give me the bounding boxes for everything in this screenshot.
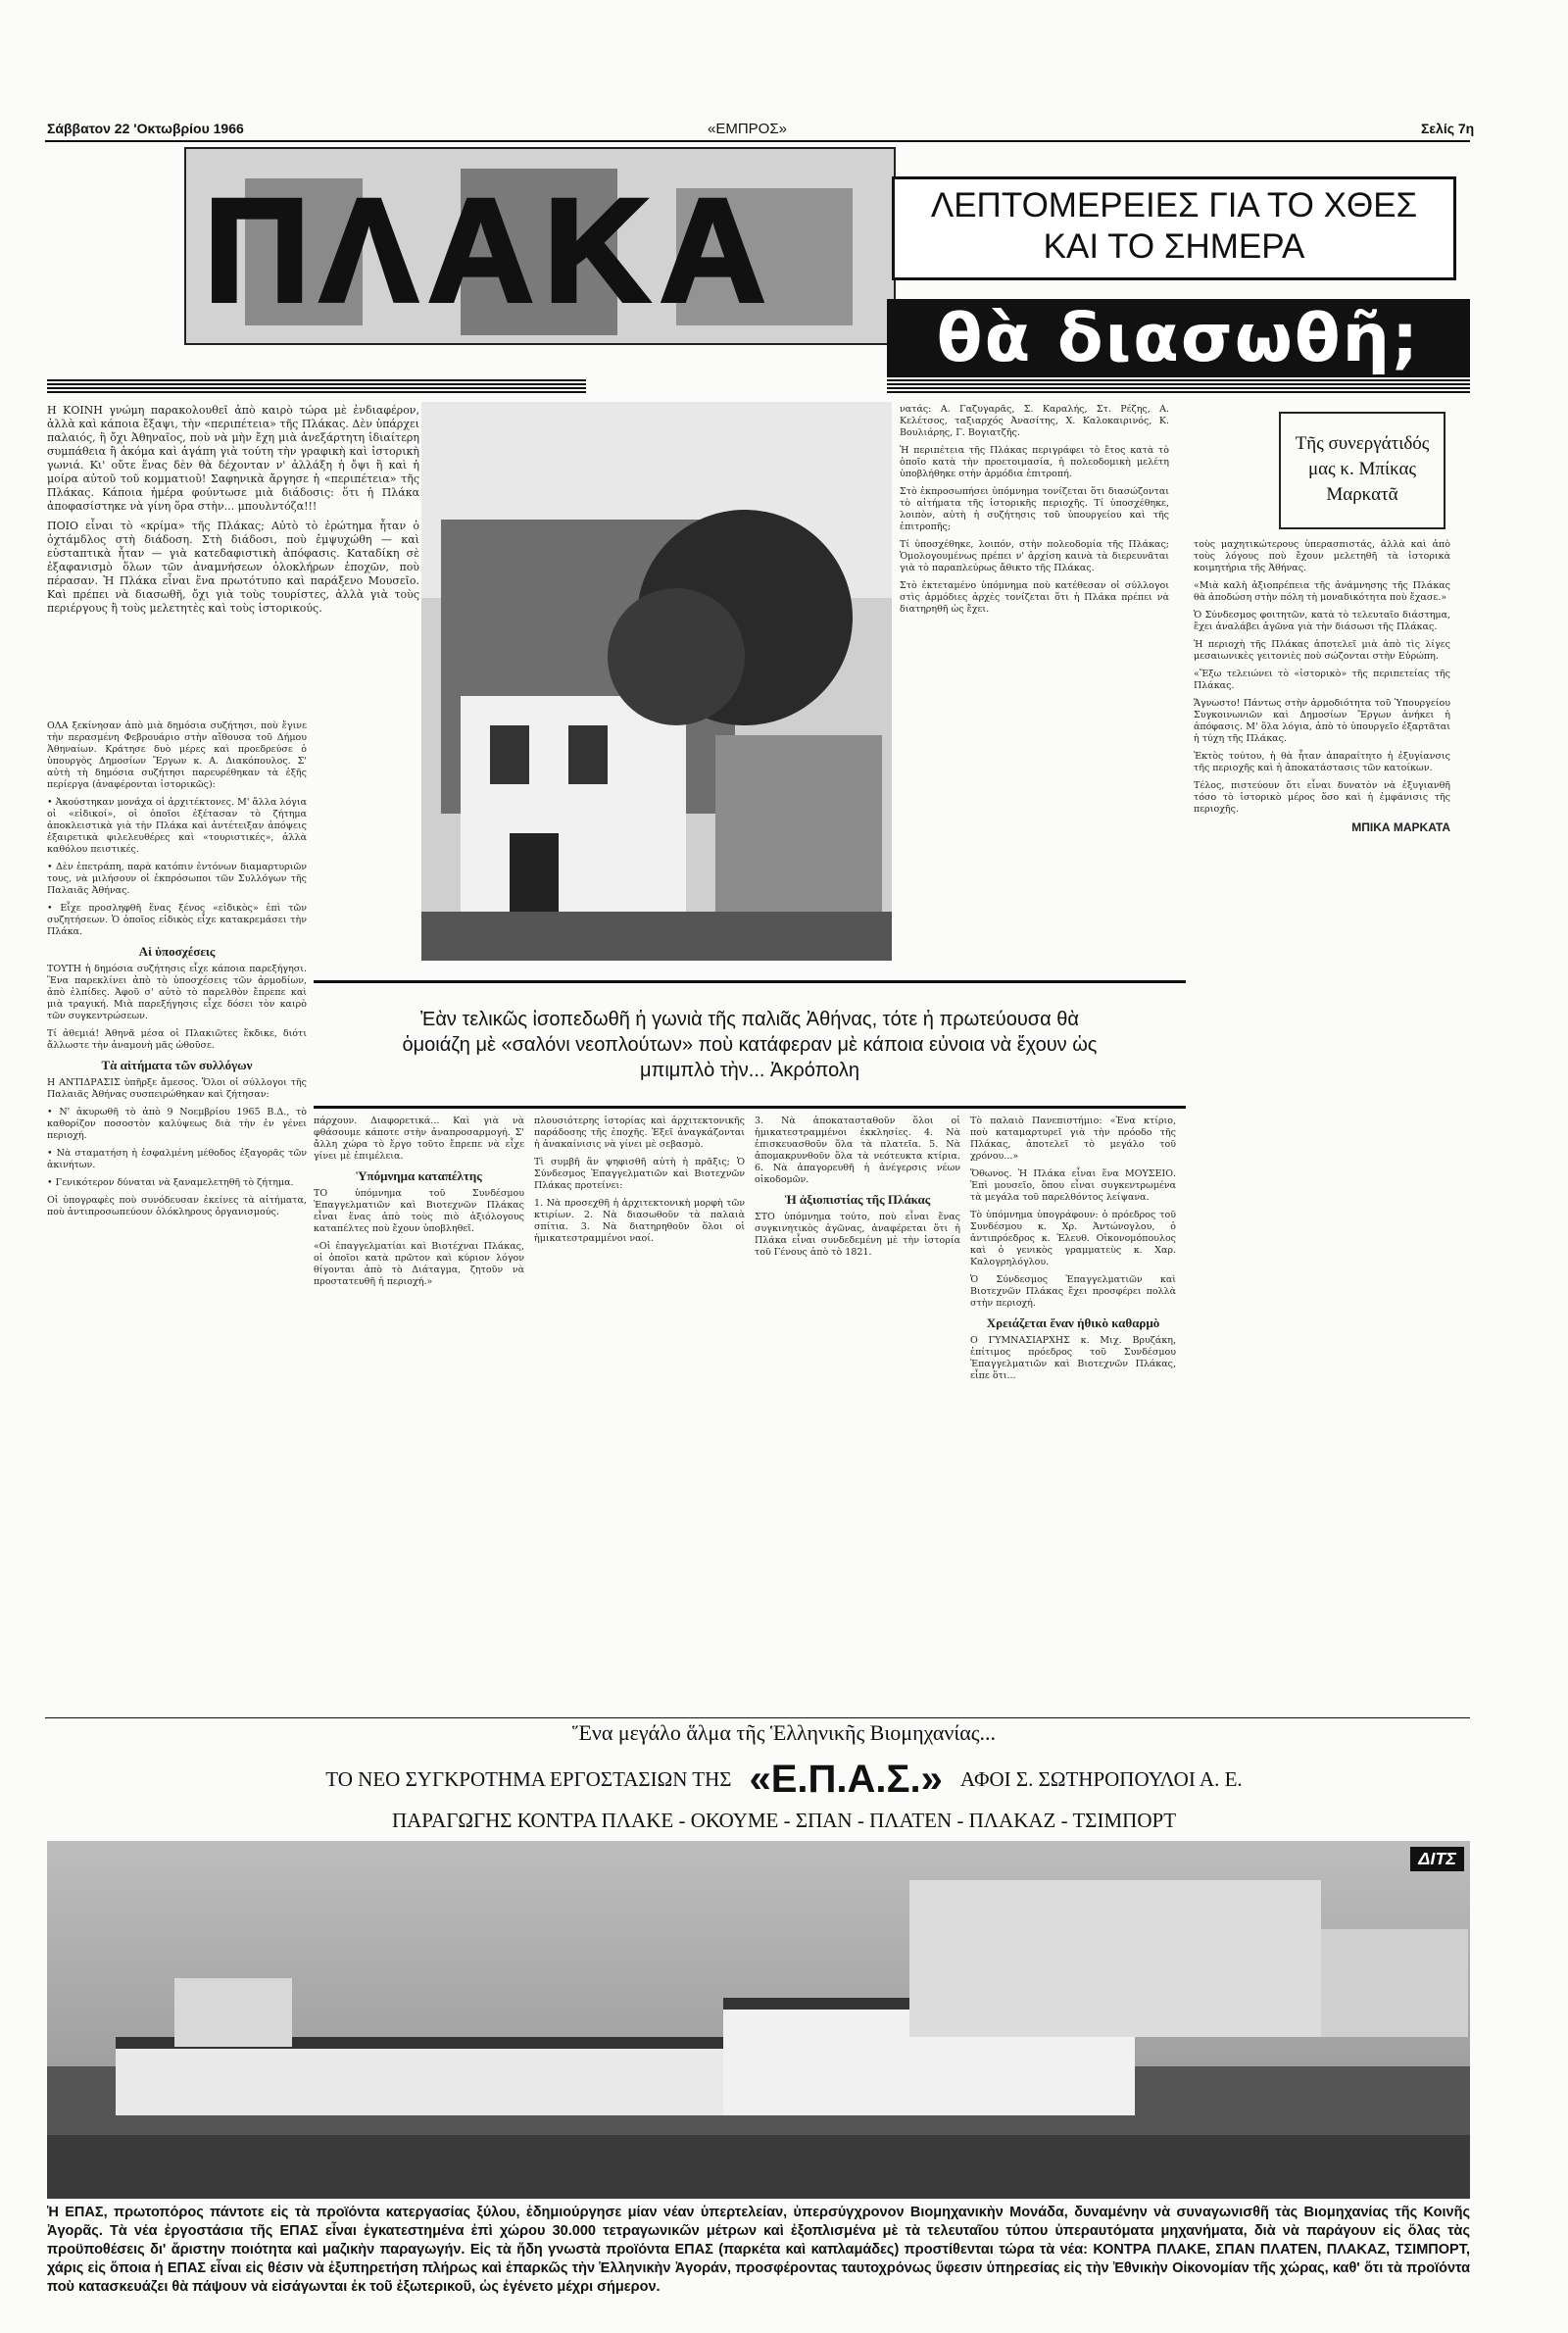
left-bullet-2: • Δὲν ἐπετράπη, παρὰ κατόπιν ἐντόνων διαμαρτυριῶν τους, νὰ μιλήσουν οἱ ἐκπρόσωποι τῶν Συλλόγων τῆς Παλαιᾶς Ἀθήνας. bbox=[47, 862, 307, 896]
subheading-value: Ἡ ἀξιοπιστίας τῆς Πλάκας bbox=[784, 1192, 931, 1207]
left-column bbox=[47, 720, 307, 1711]
lower-a-paragraph-1: πάρχουν. Διαφορετικά... Καὶ γιὰ νὰ φθάσουμε κάποτε στὴν ἀναπροσαρμογή. Σ' ἄλλη χώρα τὸ ἔργο τοῦτο ἔπρεπε νὰ εἶχε γίνει μὲ ἐπιμέλεια. bbox=[314, 1116, 524, 1162]
lower-d-paragraph-3: Τὸ ὑπόμνημα ὑπογράφουν: ὁ πρόεδρος τοῦ Συνδέσμου κ. Χρ. Ἀντώνογλου, ὁ ἀντιπρόεδρος κ. Ἐλευθ. Οἰκονομόπουλος καὶ ὁ γενικὸς γραμματεὺς κ. Χαρ. Καλογρηλόγλου. bbox=[970, 1210, 1176, 1267]
right-signature: ΜΠΙΚΑ ΜΑΡΚΑΤΑ bbox=[1351, 820, 1450, 834]
header-paper: «ΕΜΠΡΟΣ» bbox=[708, 121, 787, 137]
plaka-photo bbox=[421, 402, 892, 961]
left-stripes bbox=[47, 379, 586, 393]
banner-stripes bbox=[887, 379, 1470, 393]
left-paragraph-4: Η ΑΝΤΙΔΡΑΣΙΣ ὑπῆρξε ἄμεσος. Ὅλοι οἱ σύλλογοι τῆς Παλαιᾶς Ἀθήνας συσπειρώθηκαν καὶ ζήτησαν: bbox=[47, 1077, 307, 1100]
lower-b-paragraph-1: πλουσιότερης ἱστορίας καὶ ἀρχιτεκτονικῆς παράδοσης τῆς ἐποχῆς. Ἐξεῖ ἀναγκάζονται ἡ ἀνακαίνισις νὰ γίνει μὲ σεβασμὸ. bbox=[534, 1116, 745, 1150]
ad-footer-text: Ἡ ΕΠΑΣ, πρωτοπόρος πάντοτε εἰς τὰ προϊόντα κατεργασίας ξύλου, ἐδημιούργησε μίαν νέαν ὑπερτελείαν, ὑπερσύγχρονον Βιομηχανικὴν Μονάδα, δυναμένην νὰ συναγωνισθῆ τὰς Βιομηχανίας τῆς Κοινῆς Ἀγορᾶς. Τὰ νέα ἐργοστάσια τῆς ΕΠΑΣ εἶναι ἐγκατεστημένα ἐπὶ χώρου 30.000 τετραγωνικῶν μέτρων καὶ ἐξοπλισμένα μὲ τὰ τελευταῖου τύπου ὑπεραυτόματα μηχανήματα, διὰ νὰ παράγουν εἰς ὅλας τὰς προϋποθέσεις δι' ἄριστην ποιότητα καὶ μαζικὴν παραγωγήν. Εἰς τὰ ἤδη γνωστὰ προϊόντα ΕΠΑΣ (παρκέτα καὶ καπλαμάδες) προστίθενται τώρα τὰ νέα: ΚΟΝΤΡΑ ΠΛΑΚΕ, ΣΠΑΝ ΠΛΑΤΕΝ, ΠΛΑΚΑΖ, ΤΣΙΜΠΟΡΤ, χάρις εἰς ὅποια ἡ ΕΠΑΣ εἶναι εἰς θέσιν νὰ ἐξυπηρετήση πλήρως καὶ ἐπαρκῶς τὴν Ἑλληνικὴν Ἀγοράν, προσφέροντας ταυτοχρόνως ὕφεσιν ὑπηρεσίας εἰς τὴν Ἐθνικὴν Οἰκονομίαν τῆς χώρας, καθ' ὅτι τὰ προϊόντα ποὺ κατασκευάζει θὰ πάψουν νὰ εἰσάγωνται ἐκ τοῦ ἐξωτερικοῦ, ὡς ἐγένετο μέχρι σήμερον. bbox=[47, 2205, 1470, 2295]
ad-line-1: Ἕνα μεγάλο ἅλμα τῆς Ἑλληνικῆς Βιομηχανίας... bbox=[572, 1720, 996, 1745]
right-paragraph-4: Ἡ περιοχὴ τῆς Πλάκας ἀποτελεῖ μιὰ ἀπὸ τὶς λίγες μεσαιωνικὲς γειτονιὲς ποὺ σώζονται στὴν Εὐρώπη. bbox=[1194, 639, 1450, 662]
lower-column-a bbox=[314, 1116, 524, 1709]
left-demand-3: • Γενικότερον δύναται νὰ ξαναμελετηθῆ τὸ ζήτημα. bbox=[47, 1177, 294, 1188]
header-page: Σελίς 7η bbox=[1421, 121, 1475, 136]
left-paragraph-3: Τί ἀθεμιά! Ἀθηνᾶ μέσα οἱ Πλακιῶτες ἔκδικε, διότι ἄλλωστε τὴν ἀναμονὴ μᾶς ὠθοῦσε. bbox=[47, 1028, 307, 1051]
title-block bbox=[184, 147, 896, 345]
mid-paragraph-3: Στὸ ἐκπροσωπήσει ὑπόμνημα τονίζεται ὅτι διασώζονται τὸ αἰτήματα τῆς ἱστορικῆς περιοχῆς. Τί ὑποσχέθηκε, λοιπὸν, αὐτὴ ἡ συζήτησις τοῦ ὑπουργείου καὶ τῆς ἐπιτροπῆς; bbox=[900, 486, 1169, 532]
right-paragraph-2: «Μιὰ καλὴ ἀξιοπρέπεια τῆς ἀνάμνησης τῆς Πλάκας θὰ ἀποδώση στὴν πόλη τὴ μοναδικότητα ποὺ ἔχασε.» bbox=[1194, 580, 1450, 603]
details-heading: ΛΕΠΤΟΜΕΡΕΙΕΣ ΓΙΑ ΤΟ ΧΘΕΣ ΚΑΙ ΤΟ ΣΗΜΕΡΑ bbox=[930, 186, 1418, 266]
left-bullet-3: • Εἶχε προσληφθῆ ἕνας ξένος «εἰδικὸς» ἐπὶ τῶν συζητήσεων. Ὁ ὁποῖος εἰδικὸς εἶχε κατακρεμάσει τὴν Πλάκα. bbox=[47, 903, 307, 937]
left-paragraph-5: Οἱ ὑπογραφὲς ποὺ συνόδευσαν ἐκείνες τὰ αἰτήματα, ποὺ ἀντιπροσωπεύουν ὁλόκληρους ὀργανισμούς. bbox=[47, 1195, 307, 1217]
pull-quote-box bbox=[314, 980, 1186, 1109]
ad-line-3: ΠΑΡΑΓΩΓΗΣ ΚΟΝΤΡΑ ΠΛΑΚΕ - ΟΚΟΥΜΕ - ΣΠΑΝ - ΠΛΑΤΕΝ - ΠΛΑΚΑΖ - ΤΣΙΜΠΟΡΤ bbox=[391, 1809, 1177, 1832]
lower-a-paragraph-3: «Οἱ ἐπαγγελματίαι καὶ Βιοτέχναι Πλάκας, οἱ ὁποῖοι κατὰ πρῶτον καὶ κύριον λόγον θίγονται ἀπὸ τὸ Διάταγμα, ζητοῦν νὰ προστατευθῆ ἡ περιοχή.» bbox=[314, 1241, 524, 1287]
right-paragraph-6: Ἄγνωστο! Πάντως στὴν ἀρμοδιότητα τοῦ Ὑπουργείου Συγκοινωνιῶν καὶ Δημοσίων Ἔργων ἀνήκει ἡ ἀπόφασις. Μ' ὅλα λόγια, ἀπὸ τὸ ὑπουργεῖο ἐξαρτᾶται ἡ τύχη τῆς Πλάκας. bbox=[1194, 698, 1450, 744]
mid-paragraph-5: Στὸ ἐκτεταμένο ὑπόμνημα ποὺ κατέθεσαν οἱ σύλλογοι στὶς ἁρμόδιες ἀρχὲς τονίζεται ὅτι ἡ Πλάκα πρέπει νὰ διατηρηθῆ ὡς ἔχει. bbox=[900, 580, 1169, 615]
header-rule bbox=[45, 140, 1470, 142]
byline: Τῆς συνεργάτιδός μας κ. Μπίκας Μαρκατᾶ bbox=[1295, 433, 1430, 505]
photo-tag: ΔΙΤΣ bbox=[1410, 1847, 1464, 1871]
ad-line-2-b: ΑΦΟΙ Σ. ΣΩΤΗΡΟΠΟΥΛΟΙ Α. Ε. bbox=[959, 1766, 1243, 1791]
subheading-demands: Τὰ αἰτήματα τῶν συλλόγων bbox=[101, 1058, 253, 1072]
mid-paragraph-4: Τί ὑποσχέθηκε, λοιπόν, στὴν πολεοδομία τῆς Πλάκας; Ὁμολογουμένως πρέπει ν' ἀρχίση καινὰ τὰ διερευνᾶται γιὰ τὸ παραπλεύρως ἄθικτο τῆς Πλάκας. bbox=[900, 539, 1169, 573]
plaka-photo-image bbox=[421, 402, 892, 961]
lower-d-paragraph-5: Ο ΓΥΜΝΑΣΙΑΡΧΗΣ κ. Μιχ. Βρυζάκη, ἐπίτιμος πρόεδρος τοῦ Συνδέσμου Ἐπαγγελματιῶν καὶ Βιοτεχνῶν Πλάκας, εἶπε ὅτι... bbox=[970, 1335, 1176, 1381]
left-paragraph-1: ΟΛΑ ξεκίνησαν ἀπὸ μιὰ δημόσια συζήτησι, ποὺ ἔγινε τὴν περασμένη Φεβρουάριο στὴν αἴθουσα τοῦ Δήμου Ἀθηναίων. Κράτησε δυὸ μέρες καὶ προεδρεύσε ὁ ὑπουργὸς Δημοσίων Ἔργων κ. Α. Διακόπουλος. Σ' αὐτὴ τὴ δημόσια συζήτησι παρευρέθηκαν τὰ ἑξῆς περίεργα (ἀναφέρονται ἱστορικῶς): bbox=[47, 720, 307, 790]
right-paragraph-8: Τέλος, πιστεύουν ὅτι εἶναι δυνατὸν νὰ ἐξυγιανθῆ τόσο τὸ ἱστορικὸ μέρος ὅσο καὶ ἡ ἐμφάνισις τῆς περιοχῆς. bbox=[1194, 780, 1450, 815]
ad-line-2 bbox=[196, 1755, 1372, 1804]
left-paragraph-2: ΤΟΥΤΗ ἡ δημόσια συζήτησις εἶχε κάποια παρεξήγησι. Ἕνα παρεκλίνει ἀπὸ τὸ ὑποσχέσεις τῶν ἁρμοδίων, ἀπὸ ἐλπίδες. Ἀφοῦ σ' αὐτὸ τὸ παρελθὸν ἔπρεπε καὶ μιὰ τραγική. Μιὰ παρεξήγησις εἶχε δόσει τὸν καιρὸ τῶν συγκεντρώσεων. bbox=[47, 964, 307, 1021]
pull-quote: Ἐὰν τελικῶς ἰσοπεδωθῆ ἡ γωνιὰ τῆς παλιᾶς Ἀθήνας, τότε ἡ πρωτεύουσα θὰ ὁμοιάζη μὲ «σαλόνι νεοπλούτων» ποὺ κατάφεραν μὲ κάποια εὐνοια νὰ ἔχουν ὡς μπιμπλὸ τὴν... Ἀκρόπολη bbox=[402, 1008, 1098, 1081]
mid-paragraph-1: νατάς: Α. Γαζυγαρᾶς, Σ. Καραλής, Στ. Ρέζης, Α. Κελέτσος, ταξιαρχός Ἀνασίτης, Χ. Καλοκαιρινός, Κ. Βουλιάρης, Γ. Βογιατζῆς. bbox=[900, 404, 1169, 438]
lower-column-c bbox=[755, 1116, 960, 1709]
title-banner bbox=[887, 299, 1470, 377]
right-paragraph-7: Ἐκτὸς τούτου, ἡ θὰ ἦταν ἀπαραίτητο ἡ ἐξυγίανσις τῆς περιοχῆς καὶ ἡ ἀποκατάστασις τῶν κατοίκων. bbox=[1194, 751, 1450, 773]
left-demand-1: • Ν' ἀκυρωθῆ τὸ ἀπὸ 9 Νοεμβρίου 1965 Β.Δ., τὸ καθορίζον ποσοστὸν καλύψεως διὰ τὴν ἐν γένει περιοχή. bbox=[47, 1107, 307, 1141]
factory-photo-image bbox=[47, 1841, 1470, 2199]
intro-paragraph-2: ΠΟΙΟ εἶναι τὸ «κρίμα» τῆς Πλάκας; Αὐτὸ τὸ ἐρώτημα ἦταν ὁ ὀχτάμδλος στὴ διάδοση. Στὴ διάδοσι, ποὺ ἐμψυχώθη — καὶ εὐσταπτικὰ ἦταν — γιὰ κατεδαφιστικὴ ἀπόφασις. Καταδίκη σὲ ἐξαφανισμὸ ὅλων τῶν ἀναμνήσεων ὁλοκλήρων ἐποχῶν, ποὺ πέρασαν. Ἡ Πλάκα εἶναι ἕνα πρωτότυπο καὶ παράξενο Μουσεῖο. Καὶ πρέπει νὰ διασωθῆ, ὄχι γιὰ τοὺς τουρίστες, ἀλλὰ γιὰ τοὺς περιέργους ἢ τοὺς μελετητὲς καὶ τοὺς ἱστορικούς. bbox=[47, 520, 419, 615]
banner-text: θὰ διασωθῆ; bbox=[936, 299, 1421, 377]
right-column bbox=[1194, 539, 1450, 1676]
left-demand-2: • Νὰ σταματήση ἡ ἐσφαλμένη μέθοδος ἐξαγορᾶς τῶν ἀκινήτων. bbox=[47, 1148, 307, 1170]
mid-column bbox=[900, 404, 1169, 961]
right-paragraph-1: τοὺς μαχητικώτερους ὑπερασπιστάς, ἀλλὰ καὶ ἀπὸ τοὺς λόγους ποὺ ἔχουν μελετηθῆ τὰ ἱστορικὰ κοιμητήρια τῆς Ἀθήνας. bbox=[1194, 539, 1450, 573]
lower-d-paragraph-2: Ὅθωνος. Ἡ Πλάκα εἶναι ἕνα ΜΟΥΣΕΙΟ. Ἐπὶ μουσεῖο, ὅπου εἶναι συγκεντρωμένα τὰ μεγάλα τοῦ παρελθόντος λείψανα. bbox=[970, 1168, 1176, 1203]
lower-a-paragraph-2: ΤΟ ὑπόμνημα τοῦ Συνδέσμου Ἐπαγγελματιῶν καὶ Βιοτεχνῶν Πλάκας εἶναι ἕνας ἀπὸ τοὺς πιὸ ἀξιόλογους καταπέλτες ποὺ ἔχουν ὑποβληθεῖ. bbox=[314, 1188, 524, 1234]
lower-b-paragraph-2: Τὶ συμβῆ ἂν ψηφισθῆ αὐτὴ ἡ πρᾶξις; Ὁ Σύνδεσμος Ἐπαγγελματιῶν καὶ Βιοτεχνῶν Πλάκας προτείνει: bbox=[534, 1157, 745, 1191]
intro-text bbox=[47, 404, 419, 718]
lower-c-paragraph-2: ΣΤΟ ὑπόμνημα τούτο, ποὺ εἶναι ἕνας συγκινητικὸς ἀγῶνας, ἀναφέρεται ὅτι ἡ Πλάκα εἶναι συνδεδεμένη μὲ τὴν ἱστορία τοῦ Γένους ἀπὸ τὸ 1821. bbox=[755, 1212, 960, 1258]
details-box bbox=[892, 176, 1456, 280]
subheading-memorandum: Ὑπόμνημα καταπέλτης bbox=[356, 1168, 482, 1183]
header-date: Σάββατον 22 'Οκτωβρίου 1966 bbox=[47, 121, 244, 136]
byline-box bbox=[1279, 412, 1446, 529]
subheading-promises: Αἱ ὑποσχέσεις bbox=[138, 944, 216, 959]
lower-d-paragraph-1: Τὸ παλαιὸ Πανεπιστήμιο: «Ἐνα κτίριο, ποὺ καταμαρτυρεῖ γιὰ τὴν πρόοδο τῆς Πλάκας, ἀποτελεῖ τὸ μεγάλο τοῦ χρόνου...» bbox=[970, 1116, 1176, 1162]
lower-c-paragraph-1: 3. Νὰ ἀποκατασταθοῦν ὅλοι οἱ ἡμικατεστραμμένοι ἐκκλησίες. 4. Νὰ ἐπισκευασθοῦν ὅλα τὰ πλατεῖα. 5. Νὰ ἀπομακρυνθοῦν ὅλα τὰ νεότευκτα κτίρια. 6. Νὰ ἀπαγορευθῆ ἡ ἀνέγερσις νέων οἰκοδομῶν. bbox=[755, 1116, 960, 1185]
subheading-catharsis: Χρειάζεται ἕναν ἠθικὸ καθαρμὸ bbox=[986, 1315, 1160, 1330]
lower-column-d bbox=[970, 1116, 1176, 1709]
mid-paragraph-2: Ἡ περιπέτεια τῆς Πλάκας περιγράφει τὸ ἔτος κατὰ τὸ ὁποῖο κατὰ τὴν προετοιμασία, ἡ πολεοδομικὴ μελέτη ὑποβλήθηκε στὴν ἀρμόδια ἐπιτροπή. bbox=[900, 445, 1169, 479]
ad-brand: «Ε.Π.Α.Σ.» bbox=[749, 1757, 943, 1801]
lower-d-paragraph-4: Ὁ Σύνδεσμος Ἐπαγγελματιῶν καὶ Βιοτεχνῶν Πλάκας ἔχει προσφέρει πολλὰ στὴν περιοχή. bbox=[970, 1274, 1176, 1309]
main-title: ΠΛΑΚΑ bbox=[204, 168, 776, 332]
left-bullet-1: • Ἀκούστηκαν μονάχα οἱ ἀρχιτέκτονες. Μ' ἄλλα λόγια οἱ «εἰδικοί», οἱ ὁποῖοι ἐξέτασαν τὸ ζήτημα ἀποκλειστικὰ γιὰ τὴν Πλάκα καὶ ἀντέτειξαν ἀπόψεις ἐξαιρετικὰ φιλελευθέρες καὶ «τουριστικές», ἀλλὰ καθόλου πειστικές. bbox=[47, 797, 307, 855]
factory-photo bbox=[47, 1841, 1470, 2199]
ad-line-2-a: ΤΟ ΝΕΟ ΣΥΓΚΡΟΤΗΜΑ ΕΡΓΟΣΤΑΣΙΩΝ ΤΗΣ bbox=[325, 1766, 732, 1791]
ad-separator bbox=[45, 1717, 1470, 1718]
lower-b-paragraph-3: 1. Νὰ προσεχθῆ ἡ ἀρχιτεκτονικὴ μορφὴ τῶν κτιρίων. 2. Νὰ διασωθοῦν τὰ παλαιὰ σπίτια. 3. Νὰ διατηρηθοῦν ὅλοι οἱ ἡμικατεστραμμένοι ναοί. bbox=[534, 1198, 745, 1244]
right-paragraph-3: Ὁ Σύνδεσμος φοιτητῶν, κατὰ τὸ τελευταῖο διάστημα, ἔχει ἀναλάβει ἀγῶνα γιὰ τὴν διάσωσι τῆς Πλάκας. bbox=[1194, 610, 1450, 632]
right-paragraph-5: «Ἔξω τελειώνει τὸ «ἰστορικὸ» τῆς περιπετείας τῆς Πλάκας. bbox=[1194, 669, 1450, 691]
lower-column-b bbox=[534, 1116, 745, 1709]
intro-paragraph-1: Η ΚΟΙΝΗ γνώμη παρακολουθεῖ ἀπὸ καιρὸ τώρα μὲ ἐνδιαφέρον, ἀλλὰ καὶ κάποια ἔξαψι, τὴν «περιπέτεια» τῆς Πλάκας. Δὲν ὑπάρχει παλαιός, ἢ ὄχι Ἀθηναῖος, ποὺ νὰ μὴν ἔχη μιὰ ἀνεξάρτητη ἰδιαίτερη συμπάθεια ἢ ἀκόμα καὶ ἀγάπη γιὰ τούτη τὴν γραφικὴ καὶ ἱστορικὴ γωνιά. Κι' οὔτε ἕνας δὲν θὰ δέχονταν ν' ἀλλάξη ἡ ὄψι ἢ καὶ ἡ μοίρα αὐτοῦ τοῦ κομματιοῦ! Σαφηνικὰ ἄργησε ἡ «περιπέτεια» τῆς Πλάκας. Κάποια ἡμέρα φούντωσε μιὰ διάδοσις: ὅτι ἡ Πλάκα ἀποφασίστηκε νὰ γίνη ὅρα στὴν... μπουλντόζα!!! bbox=[47, 404, 419, 513]
